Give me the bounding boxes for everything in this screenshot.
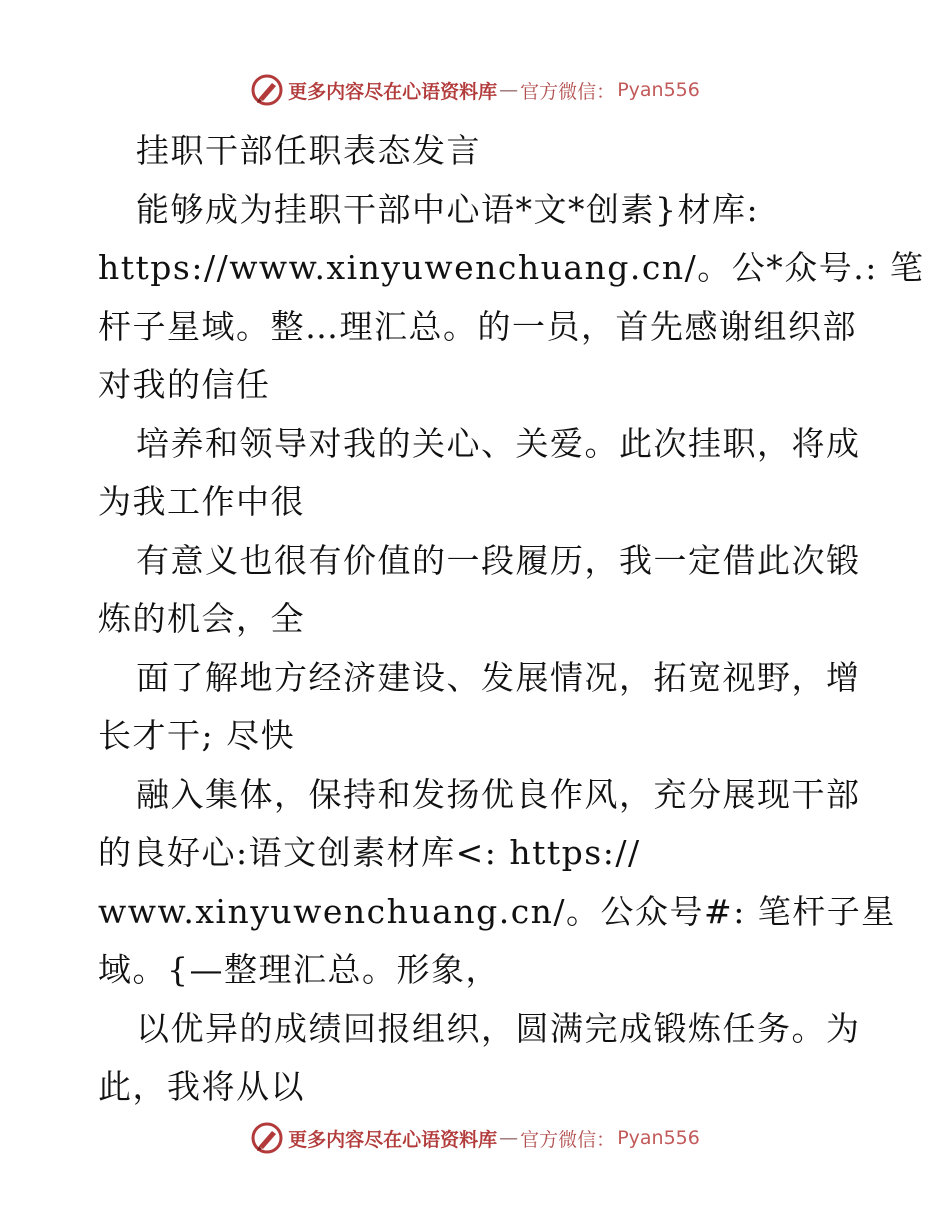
text-line: 融入集体，保持和发扬优良作风，充分展现干部 [136,774,861,814]
header-wechat-label: 官方微信： [520,80,616,103]
footer-banner [0,1118,950,1158]
document-title: 挂职干部任职表态发言 [136,131,481,170]
pen-logo-icon [250,73,284,107]
text-line: 有意义也很有价值的一段履历，我一定借此次锻 [136,540,861,580]
header-wechat-id: Pyan556 [617,79,700,101]
text-line: 的良好心:语文创素材库<: https:// [98,833,641,872]
header-dash: — [499,79,519,101]
header-title: 更多内容尽在心语资料库 [288,80,498,103]
footer-wechat-id: Pyan556 [617,1127,700,1149]
footer-wechat-label: 官方微信： [520,1128,616,1151]
document-body [98,122,925,1117]
text-line: https://www.xinyuwenchuang.cn/。公*众号.: 笔 [98,248,925,287]
text-line: 以优异的成绩回报组织，圆满完成锻炼任务。为 [136,1008,861,1048]
footer-dash: — [499,1127,519,1149]
header-banner [0,70,950,110]
text-line: 能够成为挂职干部中心语*文*创素}材库: [136,189,760,229]
text-line: 培养和领导对我的关心、关爱。此次挂职，将成 [136,423,861,463]
pen-logo-icon [250,1121,284,1155]
text-line: 长才干; 尽快 [98,716,296,755]
footer-title: 更多内容尽在心语资料库 [288,1128,498,1151]
text-line: 对我的信任 [98,365,271,404]
text-line: 域。{—整理汇总。形象， [98,950,500,989]
text-line: 此，我将从以 [98,1067,305,1106]
text-line: 炼的机会，全 [98,599,305,638]
text-line: www.xinyuwenchuang.cn/。公众号#: 笔杆子星 [98,891,896,931]
text-line: 杆子星域。整…理汇总。的一员，首先感谢组织部 [98,306,857,346]
text-line: 面了解地方经济建设、发展情况，拓宽视野，增 [136,657,861,697]
text-line: 为我工作中很 [98,482,305,521]
